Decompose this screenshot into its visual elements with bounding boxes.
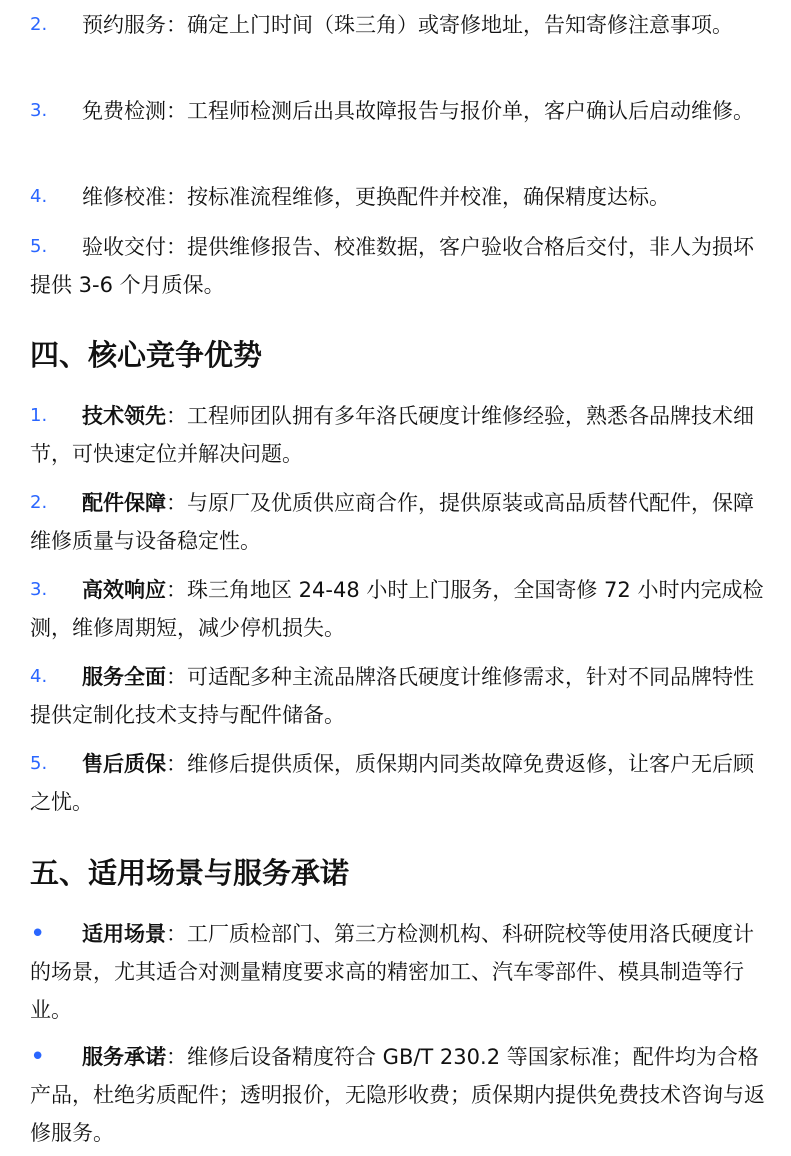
list-item-text: 维修校准：按标准流程维修，更换配件并校准，确保精度达标。 [82,185,670,209]
list-number: 1. [30,405,48,426]
item-term: 配件保障 [82,491,166,515]
list-item [30,658,765,734]
list-number: 2. [30,14,48,35]
list-item [30,92,765,130]
item-term: 技术领先 [82,404,166,428]
list-item [30,6,765,44]
list-item-text: 免费检测：工程师检测后出具故障报告与报价单，客户确认后启动维修。 [82,99,754,123]
list-item [30,397,765,473]
section-heading: 五、适用场景与服务承诺 [30,856,350,890]
item-term: 售后质保 [82,752,166,776]
list-item [30,915,765,1029]
item-description: ：可适配多种主流品牌洛氏硬度计维修需求，针对不同品牌特性提供定制化技术支持与配件储备。 [30,665,754,727]
bullet-icon: • [30,1042,46,1072]
list-item [30,571,765,647]
item-description: ：工厂质检部门、第三方检测机构、科研院校等使用洛氏硬度计的场景，尤其适合对测量精度要求高的精密加工、汽车零部件、模具制造等行业。 [30,922,754,1022]
list-number: 5. [30,236,48,257]
item-term: 服务承诺 [82,1045,166,1069]
item-description: ：与原厂及优质供应商合作，提供原装或高品质替代配件，保障维修质量与设备稳定性。 [30,491,754,553]
list-number: 5. [30,753,48,774]
list-number: 4. [30,666,48,687]
section-heading: 四、核心竞争优势 [30,338,263,372]
item-description: ：维修后提供质保，质保期内同类故障免费返修，让客户无后顾之忧。 [30,752,754,814]
list-item [30,484,765,560]
list-number: 2. [30,492,48,513]
list-number: 3. [30,100,48,121]
list-item-text: 验收交付：提供维修报告、校准数据，客户验收合格后交付，非人为损坏提供 3-6 个月质保。 [30,235,754,297]
item-description: ：工程师团队拥有多年洛氏硬度计维修经验，熟悉各品牌技术细节，可快速定位并解决问题。 [30,404,754,466]
list-item-text: 预约服务：确定上门时间（珠三角）或寄修地址，告知寄修注意事项。 [82,13,733,37]
list-item [30,1038,765,1152]
item-description: ：珠三角地区 24-48 小时上门服务，全国寄修 72 小时内完成检测，维修周期短，减少停机损失。 [30,578,764,640]
bullet-icon: • [30,919,46,949]
list-number: 3. [30,579,48,600]
item-description: ：维修后设备精度符合 GB/T 230.2 等国家标准；配件均为合格产品，杜绝劣质配件；透明报价，无隐形收费；质保期内提供免费技术咨询与返修服务。 [30,1045,765,1145]
item-term: 适用场景 [82,922,166,946]
item-term: 服务全面 [82,665,166,689]
list-item [30,228,765,304]
list-number: 4. [30,186,48,207]
item-term: 高效响应 [82,578,166,602]
list-item [30,745,765,821]
list-item [30,178,765,216]
